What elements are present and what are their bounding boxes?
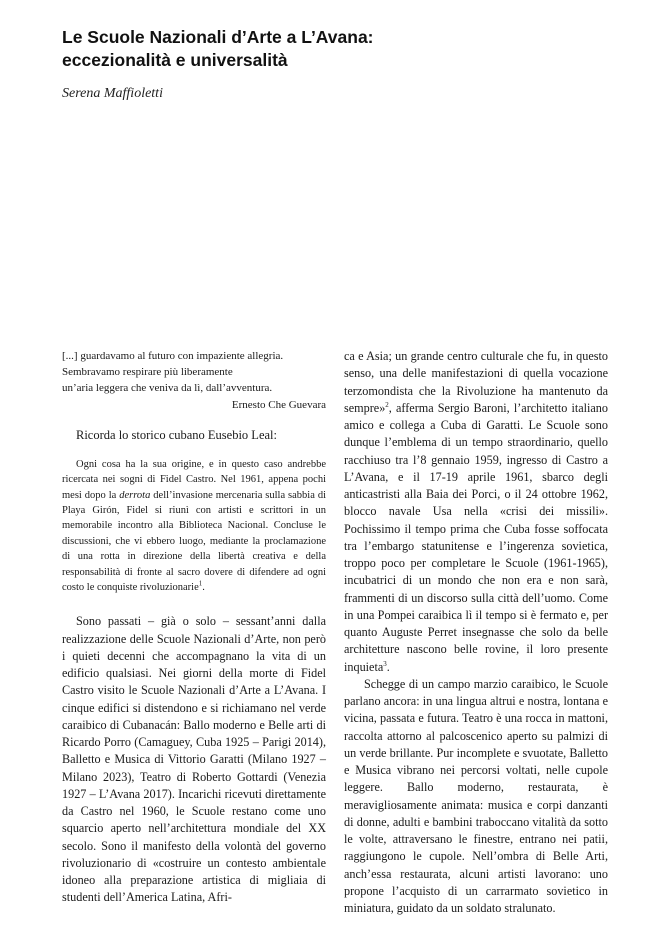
- epigraph-line-1: [...] guardavamo al futuro con impaziente allegria.: [62, 350, 284, 362]
- article-title: [62, 26, 582, 72]
- footnote-ref-1[interactable]: 1: [198, 579, 203, 588]
- block-quote: [62, 457, 326, 596]
- body-text-1-end: .: [386, 659, 390, 674]
- body-text-1b: , afferma Sergio Baroni, l’architetto italiano amico e collega a Cuba di Garatti. Le Scuole sono dunque l’emblema di un tempo straordinario, quello racchiuso tra l’8 gennaio 1959, ingresso di Castro a L’Avana, e il 17-19 aprile 1961, sbarco degli anticastristi alla Baia dei Porci, o il 24 ottobre 1962, blocco navale Usa nella «crisi dei missili». Pochissimo il tempo prima che Cuba fosse soffocata tra l’embargo statunitense e l’ingerenza sovietica, troppo poco per completare le Scuole (1961-1965), incubatrici di un mondo che non era e non sarà, frammenti di un discorso sulla città dell’uomo. Come in una Pompei caraibica lì il tempo si è fermato e, per quanto Auguste Perret insegnasse che solo da belle architetture nascono belle rovine, il loro presente inquieta: [344, 400, 608, 674]
- epigraph: [62, 348, 326, 413]
- quote-italic-word: derrota: [119, 489, 151, 501]
- epigraph-line-3: un’aria leggera che veniva da lì, dall’avventura.: [62, 382, 273, 395]
- article-title-line-1: Le Scuole Nazionali d’Arte a L’Avana:: [62, 27, 374, 47]
- quote-text-a: Ogni cosa ha la sua origine, e in questo caso andrebbe ricercata nei sogni di Fidel Castro. Nel 1961, appena pochi mesi dopo la: [62, 458, 326, 501]
- quote-text-b: dell’invasione mercenaria sulla sabbia di Playa Girón, Fidel si riunì con artisti e scrittori in un memorabile incontro alla Biblioteca Nacional. Concluse le discussioni, che vi ebbero luogo, mediante la proclamazione di una rotta in direzione della libertà creativa e della responsabilità di fronte al sacro dovere di difendere ad ogni costo le conquiste rivoluzionarie: [62, 489, 326, 594]
- body-text-1a: ca e Asia; un grande centro culturale che fu, in questo senso, una delle manifestazioni di quella vocazione terzomondista che la Rivoluzione ha mantenuto da sempre»: [344, 349, 608, 415]
- quote-end: .: [202, 582, 205, 594]
- body-paragraph-1: Sono passati – già o solo – sessant’anni dalla realizzazione delle Scuole Nazionali d’Arte, non però i quieti decenni che accompagnano la vita di un edificio qualsiasi. Nei giorni della morte di Fidel Castro visito le Scuole Nazionali d’Arte a L’Avana. I cinque edifici si distendono e si richiamano nel verde caraibico di Cubanacán: Ballo moderno e Belle arti di Ricardo Porro (Camaguey, Cuba 1925 – Parigi 2014), Balletto e Musica di Vittorio Garatti (Milano 1927 – Milano 2023), Teatro di Roberto Gottardi (Venezia 1927 – L’Avana 2017). Incarichi ricevuti direttamente da Castro nel 1960, le Scuole restano come uno squarcio aperto nell’architettura mondiale del XX secolo. Sono il manifesto della volontà del governo rivoluzionario di «costruire un contesto ambientale idoneo alla preparazione artistica di migliaia di studenti dell’America Latina, Afri-: [62, 614, 326, 905]
- article-title-line-2: eccezionalità e universalità: [62, 50, 288, 70]
- author-name: Serena Maffioletti: [62, 86, 163, 101]
- footnote-ref-2[interactable]: 2: [385, 400, 389, 409]
- body-paragraph-2: Schegge di un campo marzio caraibico, le Scuole parlano ancora: in una lingua altrui e nostra, lontana e vicina, passata e futura. Teatro è una rocca in mattoni, raccolta attorno al palcoscenico aperto su palmizi di un verde brillante. Pur incomplete e svuotate, Balletto e Musica vibrano nei percorsi voltati, nelle cupole leggere. Ballo moderno, restaurata, è meravigliosamente animata: musica e corpi danzanti di donne, adulti e bambini traboccano vitalità da sotto le volte, attraversano le finestre, entrano nei patii, raggiungono le cupole. Nell’ombra di Belle Arti, anch’essa restaurata, alcuni artisti lavorano: uno propone l’acquisto di un carrarmato sovietico in miniatura, guidato da un soldato stralunato.: [344, 676, 608, 915]
- intro-line: Ricorda lo storico cubano Eusebio Leal:: [76, 427, 277, 442]
- left-column: [62, 348, 326, 907]
- footnote-ref-3[interactable]: 3: [383, 659, 387, 668]
- body-paragraph-1-continued: [344, 348, 608, 676]
- epigraph-line-2: Sembravamo respirare più liberamente: [62, 366, 233, 379]
- epigraph-attribution: Ernesto Che Guevara: [231, 398, 326, 411]
- right-column: [344, 348, 608, 917]
